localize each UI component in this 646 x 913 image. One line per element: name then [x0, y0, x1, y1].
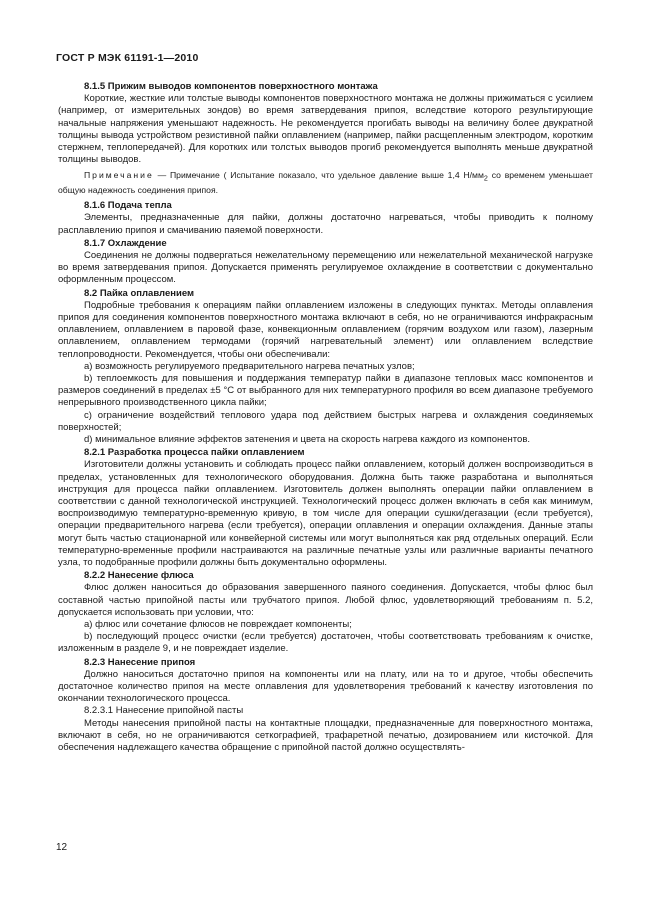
list-item: a) возможность регулируемого предварительного нагрева печатных узлов;	[84, 360, 415, 372]
section-heading: 8.1.5 Прижим выводов компонентов поверхностного монтажа	[84, 81, 378, 92]
list-item: c) ограничение воздействий теплового удара под действием быстрых нагрева и охлаждения соединяемых поверхностей;	[58, 409, 593, 433]
list-item: b) последующий процесс очистки (если требуется) достаточен, чтобы соответствовать требованиям к очистке, изложенным в разделе 9, и не повреждает изделие.	[58, 631, 593, 655]
paragraph: Методы нанесения припойной пасты на контактные площадки, предназначенные для поверхностного монтажа, включают в себя, но не ограничиваются сеткографией, трафаретной печатью, дозированием или кисточкой. Для обеспечения надлежащего качества обращение с припойной пастой должно осуществлять-	[58, 717, 593, 754]
section-heading: 8.1.6 Подача тепла	[84, 200, 172, 212]
section-heading: 8.2 Пайка оплавлением	[84, 287, 195, 299]
section-heading: 8.2.2 Нанесение флюса	[84, 570, 194, 582]
list-item: a) флюс или сочетание флюсов не повреждает компоненты;	[84, 619, 352, 631]
document-body	[58, 80, 593, 754]
paragraph: Соединения не должны подвергаться нежелательному перемещению или нежелательной механической нагрузке во время затвердевания припоя. Допускается применять регулируемое охлаждение в соответствии с документально оформленным процессом.	[58, 249, 593, 286]
list-item: b) теплоемкость для повышения и поддержания температур пайки в диапазоне тепловых масс компонентов и размеров соединений в пределах ±5 °С от выбранного для них температурного профиля во всем диапазоне требуемого непрерывного производственного цикла пайки;	[58, 372, 593, 409]
note-label: Примечание	[84, 170, 154, 181]
subsection-title: 8.2.3.1 Нанесение припойной пасты	[84, 705, 244, 717]
paragraph: Подробные требования к операциям пайки оплавлением изложены в следующих пунктах. Методы оплавления припоя для соединения компонентов поверхностного монтажа включают в себя, но не ограничиваются инфракрасным оплавлением, оплавлением в паровой фазе, конвекционным оплавлением (горячим воздухом или газом), лазерным оплавлением, оплавлением термодами (горячий нагревательный элемент) или оплавлением вследствие теплопроводности. Рекомендуется, чтобы они обеспечивали:	[58, 299, 593, 360]
paragraph: Должно наноситься достаточно припоя на компоненты или на плату, или на то и другое, чтобы обеспечить достаточное количество припоя на месте оплавления для удовлетворения требований к качеству изготовления по окончании технологического процесса.	[58, 668, 593, 705]
paragraph: Изготовители должны установить и соблюдать процесс пайки оплавлением, который должен воспроизводиться в пределах, установленных для технологического оборудования. Должна быть также разработана и выполняться инструкция для процесса пайки оплавлением. Изготовитель должен выполнять операции пайки оплавлением в соответствии с данной технологической инструкцией. Технологический процесс должен включать в себя как минимум, воспроизводимую температурно-временную кривую, в том числе для операции сушки/дегазации (если требуется), операции предварительного нагрева (если требуется), операции оплавления и операции охлаждения. Данные этапы могут быть частью стационарной или конвейерной системы или могут выполняться как ряд отдельных операций. Если температурно-временные профили настраиваются на различные печатные узлы или различные варианты печатного узла, то подобранные профили должны быть документально оформлены.	[58, 459, 593, 569]
paragraph: Элементы, предназначенные для пайки, должны достаточно нагреваться, чтобы приводить к полному расплавлению припоя и смачиванию паяемой поверхности.	[58, 212, 593, 236]
note-text-end: со временем уменьшает общую надежность соединения припоя.	[58, 170, 593, 196]
note	[58, 170, 593, 196]
section-heading: 8.2.1 Разработка процесса пайки оплавлением	[84, 447, 305, 459]
section-heading: 8.1.7 Охлаждение	[84, 237, 167, 249]
note-subscript: 2	[483, 175, 488, 184]
note-text: — Примечание ( Испытание показало, что удельное давление выше 1,4 Н/мм	[153, 170, 484, 181]
page-number: 12	[56, 842, 68, 853]
paragraph: Флюс должен наноситься до образования завершенного паяного соединения. Допускается, чтобы флюс был составной частью припойной пасты или трубчатого припоя. Любой флюс, удовлетворяющий требованиям п. 5.2, допускается использовать при условии, что:	[58, 582, 593, 618]
section-heading: 8.2.3 Нанесение припоя	[84, 656, 196, 668]
paragraph: Короткие, жесткие или толстые выводы компонентов поверхностного монтажа не должны прижиматься с усилием (например, от измерительных зондов) во время затвердевания припоя, вследствие которого результирующие начальные напряжения уменьшают надежность. Не рекомендуется прогибать выводы на величину более двукратной толщины вывода устройством резистивной пайки оплавлением (например, пайки расщепленным электродом, коротким стержнем, теплопередачей). Для коротких или толстых выводов прогиб рекомендуется выполнять меньше двукратной толщины выводов.	[58, 93, 593, 166]
document-header: ГОСТ Р МЭК 61191-1—2010	[56, 52, 199, 64]
list-item: d) минимальное влияние эффектов затенения и цвета на скорость нагрева каждого из компонентов.	[84, 434, 531, 445]
